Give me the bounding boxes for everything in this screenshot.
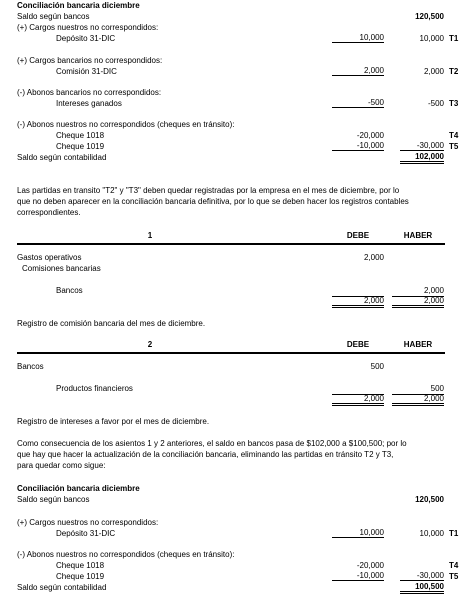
paragraph1-line2: que no deben aparecer en la conciliación bancaria definitiva, por lo que se deben hacer los registros contables xyxy=(17,197,409,206)
recon1-abonos-nuestros-header: (-) Abonos nuestros no correspondidos (cheques en tránsito): xyxy=(17,120,235,129)
paragraph1-line1: Las partidas en transito "T2" y "T3" deben quedar registradas por la empresa en el mes de diciembre, por lo xyxy=(17,186,400,195)
recon1-cheque1019-b: -30,000 xyxy=(400,141,444,151)
recon1-comision-label: Comisión 31-DIC xyxy=(56,67,117,76)
recon1-intereses-a: -500 xyxy=(332,98,384,108)
asiento1-number: 1 xyxy=(147,231,153,240)
recon1-t3: T3 xyxy=(449,99,459,108)
recon2-cheque1018-a: -20,000 xyxy=(356,561,384,570)
asiento1-haber-header: HABER xyxy=(403,231,433,240)
recon1-t4: T4 xyxy=(449,131,459,140)
asiento2-bancos-debe: 500 xyxy=(370,362,384,371)
recon2-deposito-b: 10,000 xyxy=(419,529,444,538)
recon1-saldo-bancos: 120,500 xyxy=(415,12,444,21)
recon2-deposito-label: Depósito 31-DIC xyxy=(56,529,116,538)
asiento2-debe-header: DEBE xyxy=(346,340,370,349)
recon1-title: Conciliación bancaria diciembre xyxy=(17,1,140,10)
asiento1-header-rule xyxy=(17,243,445,245)
paragraph2-line3: para quedar como sigue: xyxy=(17,461,106,470)
recon1-cheque1019-label: Cheque 1019 xyxy=(56,142,105,151)
recon2-abonos-nuestros-header: (-) Abonos nuestros no correspondidos (cheques en tránsito): xyxy=(17,550,235,559)
asiento2-caption: Registro de intereses a favor por el mes de diciembre. xyxy=(17,417,210,426)
asiento1-comisiones-label: Comisiones bancarias xyxy=(22,264,101,273)
asiento2-haber-header: HABER xyxy=(403,340,433,349)
recon2-cheque1018-label: Cheque 1018 xyxy=(56,561,105,570)
asiento1-caption: Registro de comisión bancaria del mes de diciembre. xyxy=(17,319,206,328)
recon1-comision-a: 2,000 xyxy=(332,66,384,76)
recon1-t2: T2 xyxy=(449,67,459,76)
recon1-cheque1018-label: Cheque 1018 xyxy=(56,131,105,140)
recon1-saldo-contab: 102,000 xyxy=(400,152,444,164)
paragraph1-line3: correspondientes. xyxy=(17,208,81,217)
asiento1-bancos-label: Bancos xyxy=(56,286,83,295)
recon2-cargos-header: (+) Cargos nuestros no correspondidos: xyxy=(17,518,159,527)
asiento1-gastos-label: Gastos operativos xyxy=(17,253,82,262)
asiento2-number: 2 xyxy=(147,340,153,349)
recon1-saldo-bancos-label: Saldo según bancos xyxy=(17,12,90,21)
recon1-intereses-label: Intereses ganados xyxy=(56,99,122,108)
recon1-comision-b: 2,000 xyxy=(423,67,444,76)
asiento2-header-rule xyxy=(17,352,445,354)
recon2-cheque1019-b: -30,000 xyxy=(400,571,444,581)
asiento2-productos-label: Productos financieros xyxy=(56,384,133,393)
recon2-saldo-contab-label: Saldo según contabilidad xyxy=(17,583,107,592)
recon2-cheque1019-a: -10,000 xyxy=(332,571,384,581)
recon2-saldo-bancos-label: Saldo según bancos xyxy=(17,495,90,504)
asiento2-total-debe: 2,000 xyxy=(332,394,384,406)
asiento1-debe-header: DEBE xyxy=(346,231,370,240)
recon2-saldo-contab: 100,500 xyxy=(400,582,444,594)
recon1-cargos-banc-header: (+) Cargos bancarios no correspondidos: xyxy=(17,56,163,65)
asiento2-bancos-label: Bancos xyxy=(17,362,44,371)
asiento2-total-haber: 2,000 xyxy=(392,394,444,406)
paragraph2-line2: que hay que hacer la actualización de la conciliación bancaria, eliminando las partidas en tránsito T2 y T3, xyxy=(17,450,394,459)
recon2-deposito-a: 10,000 xyxy=(332,528,384,538)
asiento1-gastos-debe: 2,000 xyxy=(363,253,384,262)
recon1-deposito-label: Depósito 31-DIC xyxy=(56,34,116,43)
recon1-abonos-banc-header: (-) Abonos bancarios no correspondidos: xyxy=(17,88,162,97)
recon1-saldo-contab-label: Saldo según contabilidad xyxy=(17,153,107,162)
recon1-t1: T1 xyxy=(449,34,459,43)
recon1-cheque1019-a: -10,000 xyxy=(332,141,384,151)
asiento1-total-debe: 2,000 xyxy=(332,296,384,308)
recon2-title: Conciliación bancaria diciembre xyxy=(17,484,140,493)
paragraph2-line1: Como consecuencia de los asientos 1 y 2 anteriores, el saldo en bancos pasa de $102,000 a $100,500; por lo xyxy=(17,439,407,448)
recon1-cheque1018-a: -20,000 xyxy=(356,131,384,140)
recon1-cargos-header: (+) Cargos nuestros no correspondidos: xyxy=(17,23,159,32)
recon2-saldo-bancos: 120,500 xyxy=(415,495,444,504)
recon2-t5: T5 xyxy=(449,572,459,581)
recon1-deposito-b: 10,000 xyxy=(419,34,444,43)
asiento2-productos-haber: 500 xyxy=(430,384,444,393)
recon2-t1: T1 xyxy=(449,529,459,538)
recon1-deposito-a: 10,000 xyxy=(332,33,384,43)
recon2-t4: T4 xyxy=(449,561,459,570)
asiento1-total-haber: 2,000 xyxy=(392,296,444,308)
recon2-cheque1019-label: Cheque 1019 xyxy=(56,572,105,581)
asiento1-bancos-haber: 2,000 xyxy=(423,286,444,295)
recon1-intereses-b: -500 xyxy=(427,99,444,108)
recon1-t5: T5 xyxy=(449,142,459,151)
